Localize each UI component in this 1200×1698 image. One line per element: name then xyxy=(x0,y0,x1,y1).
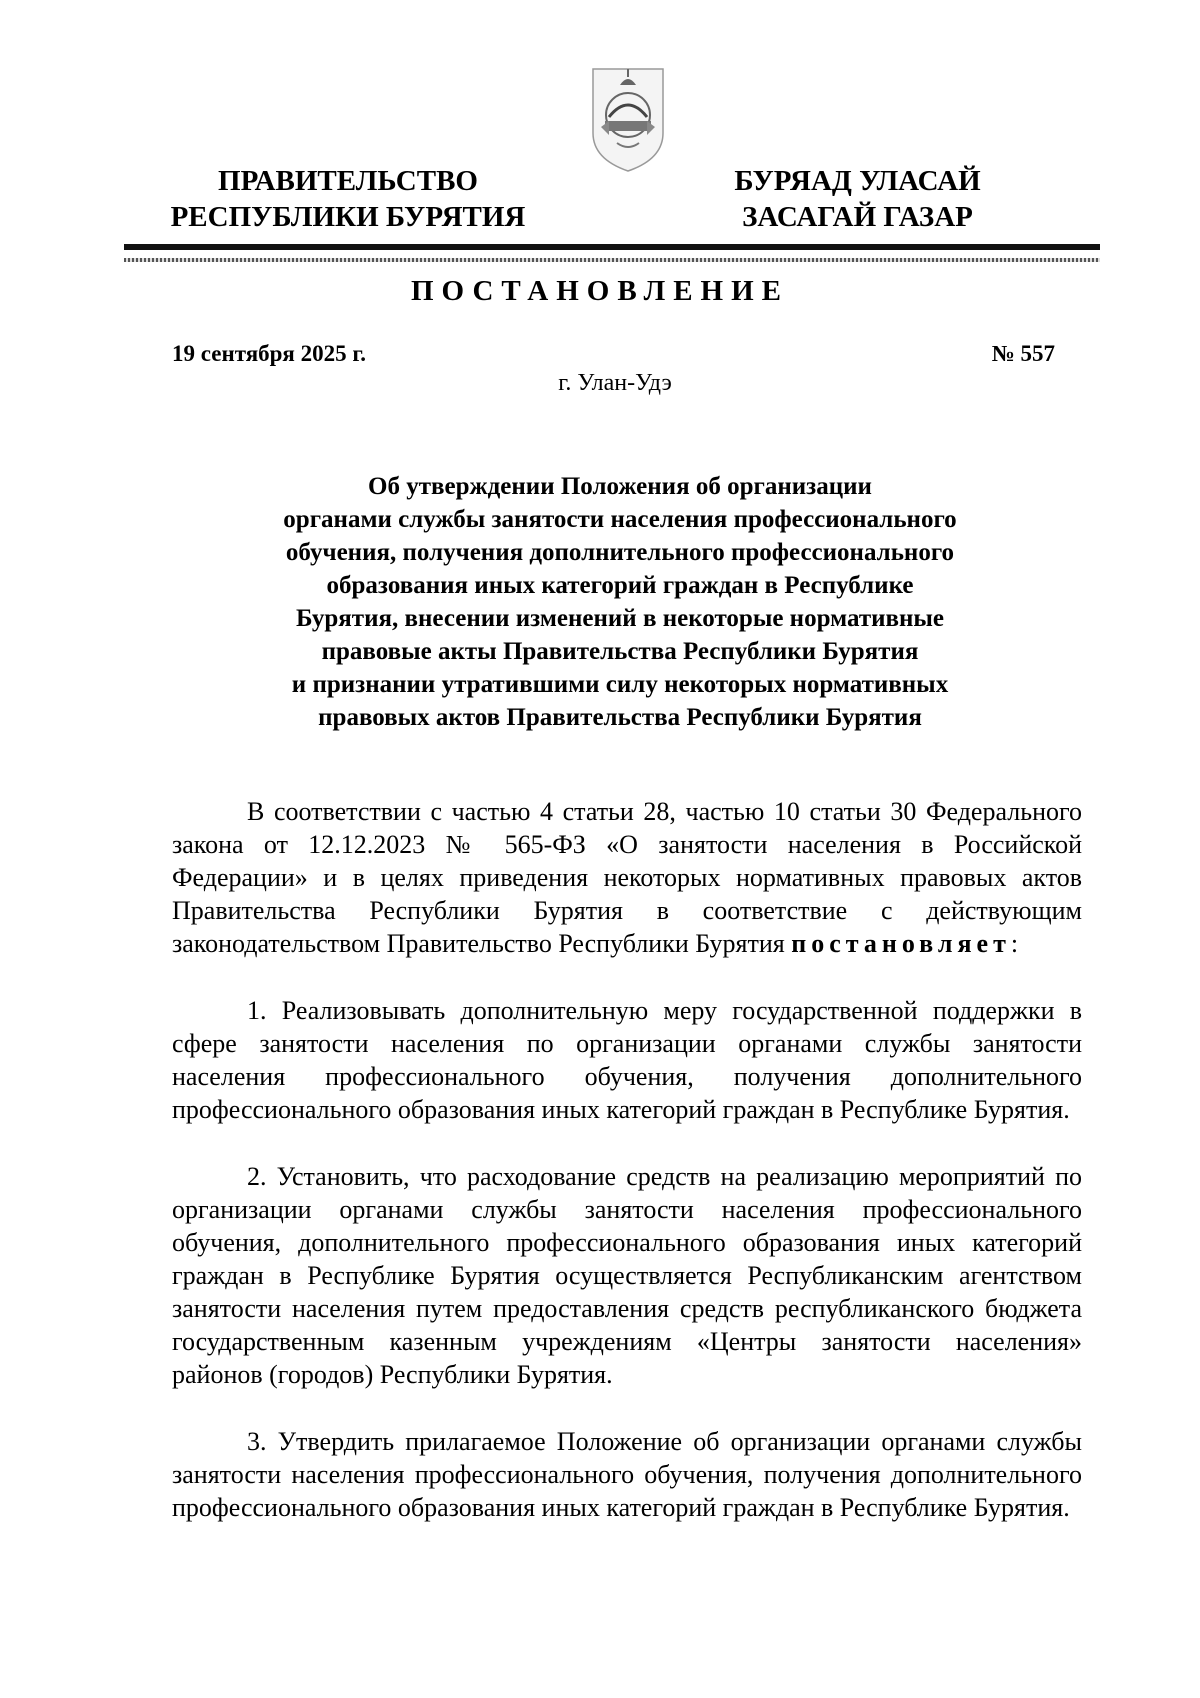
document-number: № 557 xyxy=(991,341,1055,366)
government-name-line2: РЕСПУБЛИКИ БУРЯТИЯ xyxy=(170,201,526,233)
document-type: ПОСТАНОВЛЕНИЕ xyxy=(410,275,789,307)
title-line: Бурятия, внесении изменений в некоторые нормативные xyxy=(295,605,945,632)
government-name-buryat xyxy=(715,163,1000,235)
item-3-paragraph: 3. Утвердить прилагаемое Положение об организации органами службы занятости населения профессионального обучения, получения дополнительного профессионального образования иных категорий граждан в Республике Бурятия. xyxy=(172,1427,1082,1522)
header-divider-thin xyxy=(124,258,1100,262)
title-line: и признании утратившими силу некоторых нормативных xyxy=(291,671,949,698)
title-line: органами службы занятости населения профессионального xyxy=(283,506,957,533)
document-body xyxy=(172,795,1082,1558)
preamble-text: В соответствии с частью 4 статьи 28, частью 10 статьи 30 Федерального закона от 12.12.2023 № 565-ФЗ «О занятости населения в Российской Федерации» и в целях приведения некоторых нормативных правовых актов Правительства Республики Бурятия в соответствие с действующим законодательством Правительство Республики Бурятия xyxy=(172,797,1082,958)
title-line: образования иных категорий граждан в Республике xyxy=(326,572,914,599)
document-date: 19 сентября 2025 г. xyxy=(172,341,366,366)
government-name-line1: ПРАВИТЕЛЬСТВО xyxy=(218,165,478,197)
title-line: правовые акты Правительства Республики Бурятия xyxy=(321,638,919,665)
coat-of-arms-icon xyxy=(587,55,669,175)
government-name-buryat-line2: ЗАСАГАЙ ГАЗАР xyxy=(742,201,973,233)
government-name-russian xyxy=(168,163,528,235)
government-name-buryat-line1: БУРЯАД УЛАСАЙ xyxy=(734,165,981,197)
title-line: Об утверждении Положения об организации xyxy=(368,473,872,500)
header-divider-thick xyxy=(124,244,1100,250)
item-1-paragraph: 1. Реализовывать дополнительную меру государственной поддержки в сфере занятости населения по организации органами службы занятости населения профессионального обучения, получения дополнительного профессионального образования иных категорий граждан в Республике Бурятия. xyxy=(172,996,1082,1124)
preamble-paragraph xyxy=(172,795,1082,960)
item-2-paragraph: 2. Установить, что расходование средств на реализацию мероприятий по организации органами службы занятости населения профессионального обучения, дополнительного профессионального образования иных категорий граждан в Республике Бурятия осуществляется Республиканским агентством занятости населения путем предоставления средств республиканского бюджета государственным казенным учреждениям «Центры занятости населения» районов (городов) Республики Бурятия. xyxy=(172,1162,1082,1389)
decree-colon: : xyxy=(1010,929,1019,958)
decree-word: постановляет xyxy=(791,929,1011,958)
title-line: обучения, получения дополнительного профессионального xyxy=(285,539,955,566)
title-line: правовых актов Правительства Республики Бурятия xyxy=(318,704,922,731)
document-city: г. Улан-Удэ xyxy=(558,370,672,396)
document-title xyxy=(200,470,1040,734)
